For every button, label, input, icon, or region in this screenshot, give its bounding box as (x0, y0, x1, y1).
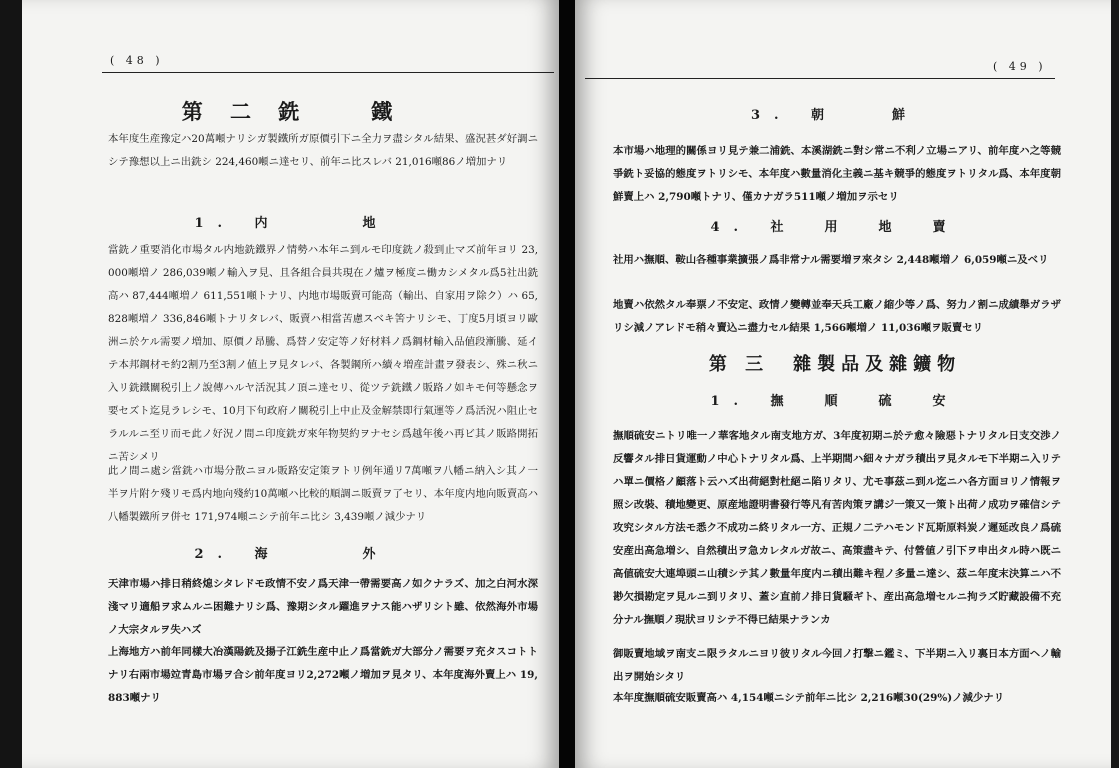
section-paragraph: 當銑ノ重要消化市場タル内地銑鐵界ノ情勢ハ本年ニ到ルモ印度銑ノ殺到止マズ前年ヨリ 23,000噸増ノ 286,039噸ノ輸入ヲ見、且各組合員共現在ノ爐ヲ極度ニ働カシメタル爲5社出銑高ハ 87,444噸増ノ 611,551噸トナリ、内地市場販賣可能高（輸出、自家用ヲ除ク）ハ 65,828噸増ノ 336,846噸トナリタレバ、販賣ハ相當苦慮スベキ筈ナリシモ、丁度5月頃ヨリ歐洲ニ於ケル需要ノ増加、原價ノ昂騰、爲替ノ安定等ノ好材料ノ爲鋼材輸入品値段漸騰、延イテ本邦鋼材モ約2割乃至3割ノ値上ヲ見タレバ、各製鋼所ハ續々増産計畫ヲ發表シ、殊ニ秋ニ入リ銑鐵關税引上ノ說傳ハルヤ活況其ノ頂ニ達セリ、從ツテ銑鐵ノ販路ノ如キモ何等懸念ヲ要セズト迄見ラレシモ、10月下旬政府ノ關税引上中止及金解禁即行氣運等ノ爲活況ハ阻止セラルルニ至リ而モ此ノ好況ノ間ニ印度銑ガ來年物契約ヲナセシ爲越年後ハ再ビ其ノ販路開拓ニ苦シメリ (108, 244, 538, 463)
section-paragraph: 社用ハ撫順、鞍山各種事業擴張ノ爲非常ナル需要増ヲ來タシ 2,448噸増ノ 6,059噸ニ及ベリ (613, 254, 1049, 266)
section-heading: 1. 内 地 (194, 216, 390, 231)
section-heading: 4. 社 用 地 賣 (710, 220, 960, 235)
header-rule (102, 72, 554, 73)
section-paragraph: 本年度撫順硫安販賣高ハ 4,154噸ニシテ前年ニ比シ 2,216噸30(29%)ノ減少ナリ (613, 692, 1005, 704)
section-paragraph: 此ノ間ニ處シ當銑ハ市場分散ニヨル販路安定策ヲトリ例年通リ7萬噸ヲ八幡ニ納入シ其ノ一半ヲ片附ケ殘リモ爲内地向殘約10萬噸ハ比較的順調ニ販賣ヲ了セリ、本年度内地向販賣高ハ八幡製鐵所ヲ併セ 171,974噸ニシテ前年ニ比シ 3,439噸ノ減少ナリ (108, 465, 538, 523)
chapter-title: 第 二 銑 鐵 (181, 99, 403, 124)
header-rule (585, 78, 1055, 79)
left-page (22, 0, 559, 768)
section-heading: 1. 撫 順 硫 安 (710, 394, 960, 409)
scan-edge-left (0, 0, 22, 768)
intro-paragraph: 本年度生産豫定ハ20萬噸ナリシガ製鐵所ガ原價引下ニ全力ヲ盡シタル結果、盛況甚ダ好調ニシテ豫想以上ニ出銑シ 224,460噸ニ達セリ、前年ニ比スレバ 21,016噸86ノ増加ナリ (108, 133, 538, 168)
section-paragraph: 地賣ハ依然タル奉票ノ不安定、政情ノ變轉並奉天兵工廠ノ縮少等ノ爲、努力ノ割ニ成績舉ガラザリシ減ノアレドモ稍々賣込ニ盡力セル結果 1,566噸増ノ 11,036噸ヲ販賣セリ (613, 299, 1061, 334)
page-number: ( 49 ) (993, 60, 1047, 73)
section-paragraph: 上海地方ハ前年同樣大冶漢陽銑及揚子江銑生産中止ノ爲當銑ガ大部分ノ需要ヲ充タスコトトナリ右兩市場竝青島市場ヲ合シ前年度ヨリ2,272噸ノ増加ヲ見タリ、本年度海外賣上ハ 19,883噸ナリ (108, 646, 538, 704)
right-page (575, 0, 1111, 768)
section-paragraph: 撫順硫安ニトリ唯一ノ華客地タル南支地方ガ、3年度初期ニ於テ愈々險惡トナリタル日支交渉ノ反響タル排日貨運動ノ中心トナリタル爲、上半期間ハ細々ナガラ積出ヲ見タルモ下半期ニ入リテハ單ニ價格ノ顧落ト云ハズ出荷絕對杜絕ニ陷リタリ、尤モ事茲ニ到ル迄ニハ各方面ヨリノ情報ヲ照シ改裝、積地變更、原産地證明書發行等凡有苦肉策ヲ講ジ一策又一策ト出荷ノ成功ヲ確信シテ攻究シタル方法モ悉ク不成功ニ終リタル一方、正規ノ二テハモンド瓦斯原料炭ノ遲延改良ノ爲硫安産出高急増シ、自然積出ヲ急カレタルガ故ニ、高策盡キテ、付營値ノ引下ヲ申出タル時ハ既ニ高値硫安大連埠頭ニ山積シテ其ノ數量年度内ニ積出難キ程ノ多量ニ達シ、茲ニ年度末決算ニハ不尠欠損勘定ヲ見ルニ到リタリ、蓋シ直前ノ排日貨騒ギト、産出高急増セルニ拘ラズ貯藏設備不充分ナル撫順ノ現狀ヨリシテ不得已結果ナランカ (613, 430, 1061, 626)
section-paragraph: 天津市場ハ排日稍終熄シタレドモ政情不安ノ爲天津一帶需要高ノ如クナラズ、加之白河水深淺マリ適船ヲ求ムルニ困難ナリシ爲、豫期シタル躍進ヲナス能ハザリシト雖、依然海外市場ノ大宗タルヲ失ハズ (108, 578, 538, 636)
book-gutter (559, 0, 575, 768)
chapter-title: 第 三 雜製品及雜鑛物 (708, 354, 962, 375)
section-paragraph: 御販賣地域ヲ南支ニ限ラタルニヨリ彼リタル今回ノ打撃ニ鑑ミ、下半期ニ入リ裏日本方面ヘノ輸出ヲ開始シタリ (613, 648, 1061, 683)
section-heading: 3. 朝 鮮 (750, 108, 920, 123)
section-heading: 2. 海 外 (194, 547, 390, 562)
scan-edge-right (1111, 0, 1119, 768)
page-number: ( 48 ) (110, 54, 164, 67)
section-paragraph: 本市場ハ地理的關係ヨリ見テ兼二浦銑、本溪湖銑ニ對シ常ニ不利ノ立場ニアリ、前年度ハ之等競爭銑ト妥協的態度ヲトリシモ、本年度ハ數量消化主義ニ基キ競爭的態度ヲトリタル爲、本年度朝鮮賣上ハ 2,790噸トナリ、僅カナガラ511噸ノ増加ヲ示セリ (613, 145, 1061, 203)
